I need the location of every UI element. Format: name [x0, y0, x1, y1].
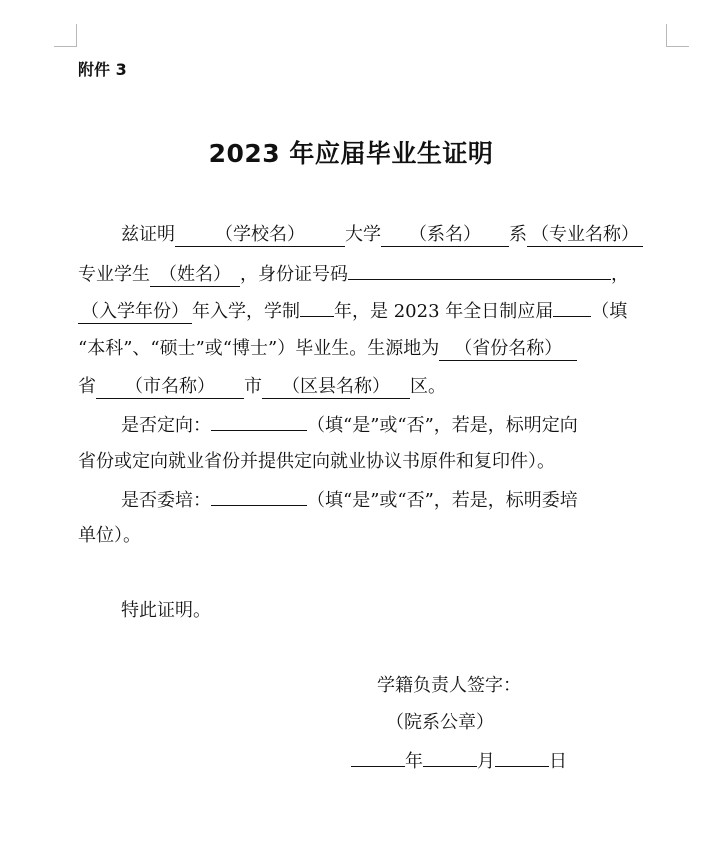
text-district: 区。 — [410, 376, 446, 397]
directed-note: （填“是”或“否”，若是，标明定向 — [307, 415, 578, 436]
attachment-label: 附件 3 — [78, 60, 127, 79]
school-name-field[interactable]: （学校名） — [175, 224, 345, 247]
date-line — [351, 748, 567, 774]
student-name-field[interactable]: （姓名） — [150, 264, 240, 287]
text-degree-options: “本科”、“硕士”或“博士”）毕业生。生源地为 — [78, 338, 440, 359]
date-month-label: 月 — [477, 751, 495, 772]
page-corner-mark-left — [54, 24, 77, 47]
text-department: 系 — [509, 224, 527, 245]
entrusted-note: （填“是”或“否”，若是，标明委培 — [307, 490, 578, 511]
major-field[interactable]: （专业名称） — [527, 224, 643, 247]
district-field[interactable]: （区县名称） — [262, 376, 410, 399]
id-number-field[interactable] — [348, 261, 611, 280]
paragraph-line-4 — [78, 337, 577, 361]
date-month-field[interactable] — [423, 748, 477, 767]
text-certify: 兹证明 — [121, 224, 175, 245]
text-fill: （填 — [591, 301, 628, 322]
paragraph-line-3 — [78, 298, 627, 324]
entrusted-field[interactable] — [211, 487, 307, 506]
province-field[interactable]: （省份名称） — [439, 338, 577, 361]
text-fulltime: 年，是 2023 年全日制应届 — [334, 301, 554, 322]
entrusted-label: 是否委培： — [121, 490, 211, 511]
directed-label: 是否定向： — [121, 415, 211, 436]
directed-line — [121, 412, 578, 438]
entrusted-note-line-2: 单位）。 — [78, 525, 141, 546]
text-university: 大学 — [345, 224, 381, 245]
directed-field[interactable] — [211, 412, 307, 431]
directed-note-line-2: 省份或定向就业省份并提供定向就业协议书原件和复印件）。 — [78, 451, 555, 472]
date-year-field[interactable] — [351, 748, 405, 767]
degree-level-field[interactable] — [553, 298, 591, 317]
closing-statement: 特此证明。 — [121, 600, 211, 621]
date-day-label: 日 — [549, 751, 567, 772]
page-corner-mark-right — [666, 24, 689, 47]
program-length-field[interactable] — [300, 298, 334, 317]
signer-label: 学籍负责人签字： — [377, 675, 521, 696]
text-enrolled: 年入学，学制 — [192, 301, 300, 322]
text-province: 省 — [78, 376, 96, 397]
date-day-field[interactable] — [495, 748, 549, 767]
entrusted-line — [121, 487, 578, 513]
paragraph-line-2 — [78, 261, 629, 287]
department-field[interactable]: （系名） — [381, 224, 509, 247]
document-title: 2023 年应届毕业生证明 — [208, 139, 494, 168]
text-city: 市 — [244, 376, 262, 397]
date-year-label: 年 — [405, 751, 423, 772]
paragraph-line-1 — [121, 223, 643, 247]
city-field[interactable]: （市名称） — [96, 376, 244, 399]
paragraph-line-5 — [78, 375, 446, 399]
text-major-student: 专业学生 — [78, 264, 150, 285]
text-comma: ， — [611, 264, 629, 285]
enrollment-year-field[interactable]: （入学年份） — [78, 301, 192, 324]
text-id-number: ，身份证号码 — [240, 264, 348, 285]
department-seal: （院系公章） — [386, 712, 494, 733]
